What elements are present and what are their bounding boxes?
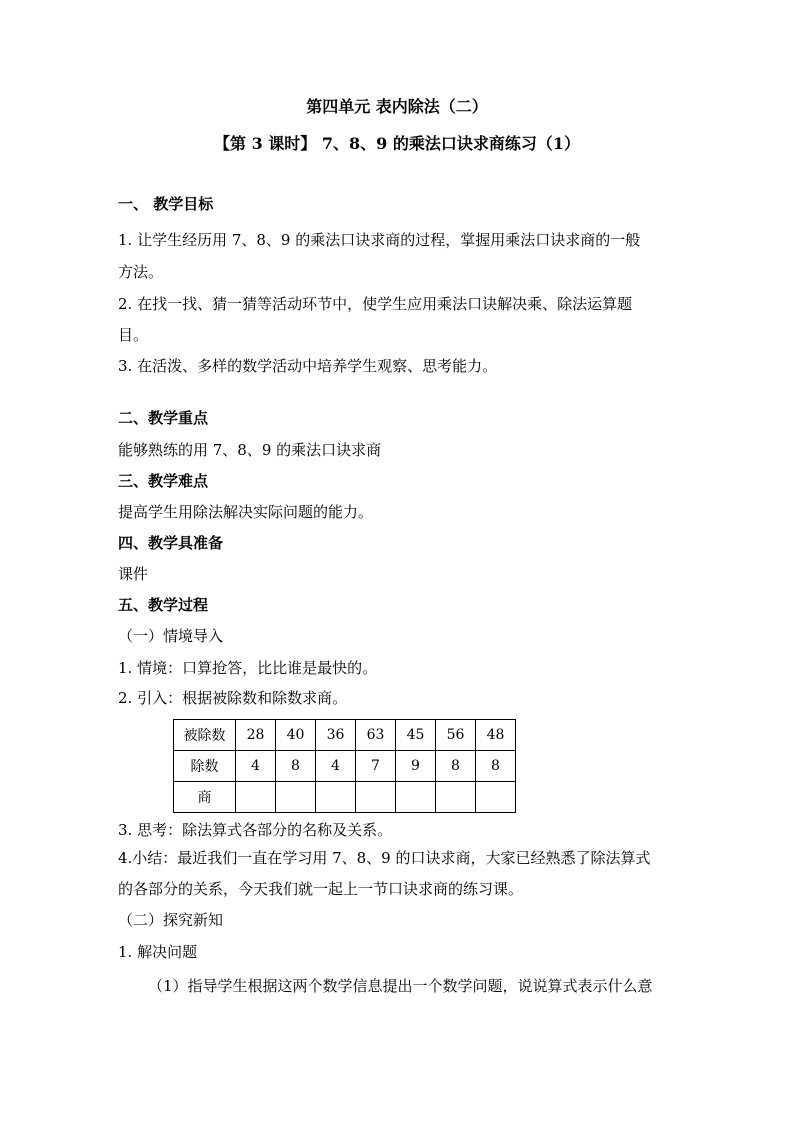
table-cell: 56 (436, 720, 476, 751)
objective-2-line-2: 目。 (118, 326, 149, 344)
step-5: 1. 解决问题 (118, 943, 198, 961)
table-cell: 48 (476, 720, 516, 751)
table-cell: 4 (316, 751, 356, 782)
section-5-heading: 五、教学过程 (118, 596, 209, 614)
table-cell: 8 (436, 751, 476, 782)
table-cell: 45 (396, 720, 436, 751)
section-1-heading: 一、 教学目标 (118, 195, 214, 213)
lesson-subtitle: 【第 3 课时】 7、8、9 的乘法口诀求商练习（1） (214, 134, 580, 153)
table-cell: 28 (236, 720, 276, 751)
table-row-divisor (174, 751, 516, 782)
step-4-line-2: 的各部分的关系，今天我们就一起上一节口诀求商的练习课。 (118, 880, 524, 898)
table-row-quotient (174, 782, 516, 813)
objective-1-line-2: 方法。 (118, 263, 164, 281)
table-cell (396, 782, 436, 813)
table-cell: 40 (276, 720, 316, 751)
table-cell (476, 782, 516, 813)
table-cell (436, 782, 476, 813)
section-3-heading: 三、教学难点 (118, 472, 209, 490)
objective-3: 3. 在活泼、多样的数学活动中培养学生观察、思考能力。 (118, 357, 498, 375)
section-4-text: 课件 (118, 565, 149, 583)
part-1-heading: （一）情境导入 (118, 627, 224, 645)
step-6: （1）指导学生根据这两个数学信息提出一个数学问题，说说算式表示什么意 (148, 977, 653, 995)
section-3-text: 提高学生用除法解决实际问题的能力。 (118, 503, 374, 521)
objective-1-line-1: 1. 让学生经历用 7、8、9 的乘法口诀求商的过程，掌握用乘法口诀求商的一般 (118, 231, 641, 249)
table-cell: 36 (316, 720, 356, 751)
table-cell: 63 (356, 720, 396, 751)
section-4-heading: 四、教学具准备 (118, 534, 224, 552)
step-3: 3. 思考：除法算式各部分的名称及关系。 (118, 821, 393, 839)
table-cell: 4 (236, 751, 276, 782)
step-2: 2. 引入：根据被除数和除数求商。 (118, 689, 348, 707)
table-cell: 8 (476, 751, 516, 782)
table-cell (276, 782, 316, 813)
table-cell: 9 (396, 751, 436, 782)
table-cell: 8 (276, 751, 316, 782)
step-1: 1. 情境：口算抢答，比比谁是最快的。 (118, 659, 378, 677)
table-cell (236, 782, 276, 813)
row-label: 被除数 (174, 720, 236, 751)
section-2-heading: 二、教学重点 (118, 409, 209, 427)
row-label: 商 (174, 782, 236, 813)
part-2-heading: （二）探究新知 (118, 911, 224, 929)
step-4-line-1: 4.小结：最近我们一直在学习用 7、8、9 的口诀求商，大家已经熟悉了除法算式 (118, 849, 651, 867)
objective-2-line-1: 2. 在找一找、猜一猜等活动环节中，使学生应用乘法口诀解决乘、除法运算题 (118, 295, 633, 313)
table-row-dividend (174, 720, 516, 751)
table-cell (356, 782, 396, 813)
document-title: 第四单元 表内除法（二） (306, 97, 488, 116)
table-cell (316, 782, 356, 813)
division-table (173, 719, 516, 813)
row-label: 除数 (174, 751, 236, 782)
section-2-text: 能够熟练的用 7、8、9 的乘法口诀求商 (118, 441, 382, 459)
table-cell: 7 (356, 751, 396, 782)
